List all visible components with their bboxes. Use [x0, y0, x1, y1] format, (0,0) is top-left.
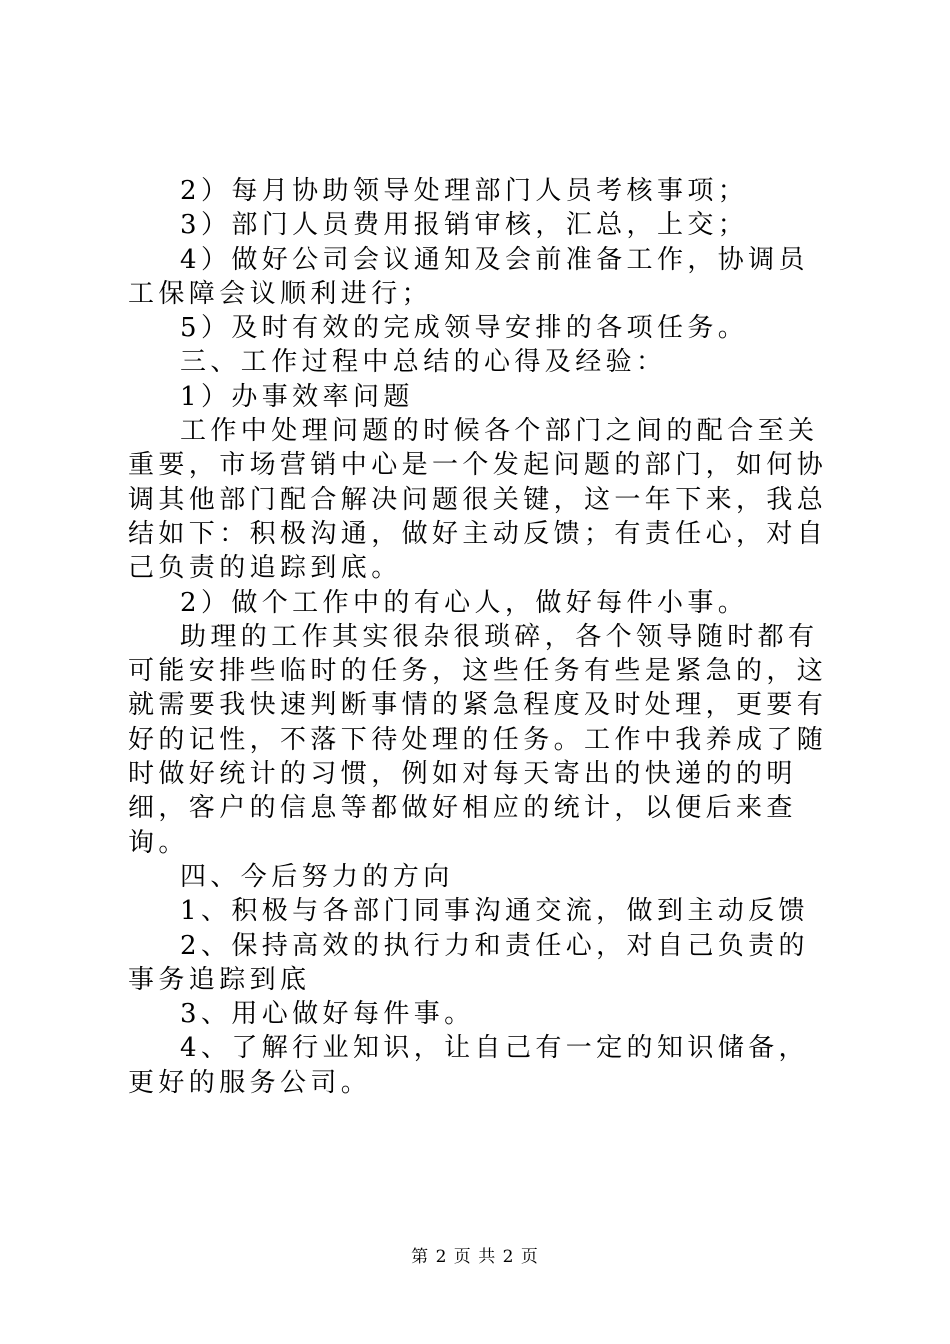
goal-item-2: 2、保持高效的执行力和责任心，对自己负责的事务追踪到底: [128, 930, 809, 995]
goal-item-1: 1、积极与各部门同事沟通交流，做到主动反馈: [180, 896, 809, 927]
document-body: [128, 174, 832, 1100]
subheading-attentive: 2）做个工作中的有心人，做好每件小事。: [180, 587, 749, 618]
paragraph-3-item: 3）部门人员费用报销审核，汇总，上交；: [180, 210, 749, 241]
paragraph-2-item: 2）每月协助领导处理部门人员考核事项；: [180, 176, 749, 206]
page-number-footer: 第 2 页 共 2 页: [411, 1247, 539, 1267]
goal-item-3: 3、用心做好每件事。: [180, 999, 475, 1030]
section-three-heading: 三、工作过程中总结的心得及经验：: [180, 347, 667, 378]
subheading-efficiency: 1）办事效率问题: [180, 381, 414, 412]
paragraph-5-item: 5）及时有效的完成领导安排的各项任务。: [180, 313, 749, 344]
paragraph-4-item: 4）做好公司会议通知及会前准备工作，协调员工保障会议顺利进行；: [128, 244, 809, 309]
goal-item-4: 4、了解行业知识，让自己有一定的知识储备，更好的服务公司。: [128, 1033, 809, 1098]
paragraph-assistant-body: 助理的工作其实很杂很琐碎，各个领导随时都有可能安排些临时的任务，这些任务有些是紧急的，这就需要我快速判断事情的紧急程度及时处理，更要有好的记性，不落下待处理的任务。工作中我养成了随时做好统计的习惯，例如对每天寄出的快递的的明细，客户的信息等都做好相应的统计，以便后来查询。: [128, 621, 828, 858]
paragraph-efficiency-body: 工作中处理问题的时候各个部门之间的配合至关重要，市场营销中心是一个发起问题的部门，如何协调其他部门配合解决问题很关键，这一年下来，我总结如下：积极沟通，做好主动反馈；有责任心，对自己负责的追踪到底。: [128, 416, 828, 584]
section-four-heading: 四、今后努力的方向: [180, 861, 454, 892]
